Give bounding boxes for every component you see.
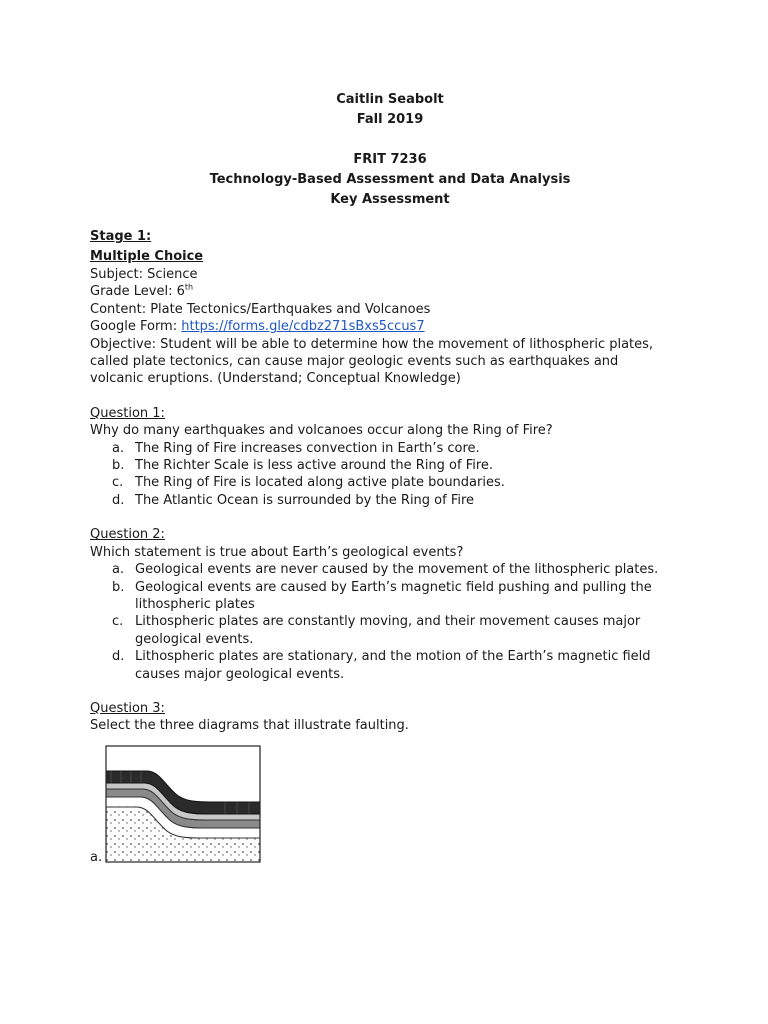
google-form-line (90, 318, 690, 335)
answer-option[interactable] (90, 440, 690, 457)
question-2-options (90, 561, 690, 683)
grade-line (90, 283, 690, 300)
document-page (90, 90, 690, 865)
option-text: The Ring of Fire increases convection in Earth’s core. (135, 440, 480, 456)
answer-option[interactable] (90, 457, 690, 474)
option-letter: b. (112, 579, 125, 595)
option-text: lithospheric plates (135, 596, 255, 612)
google-form-link[interactable]: https://forms.gle/cdbz271sBxs5ccus7 (181, 319, 425, 335)
course-title: Technology-Based Assessment and Data Analysis (209, 172, 571, 187)
option-text: The Atlantic Ocean is surrounded by the Ring of Fire (135, 492, 475, 508)
option-letter: c. (112, 475, 124, 491)
answer-option[interactable] (90, 579, 690, 614)
objective-line: called plate tectonics, can cause major geologic events such as earthquakes and (90, 354, 619, 370)
option-letter: c. (112, 614, 124, 630)
content-line: Content: Plate Tectonics/Earthquakes and Volcanoes (90, 301, 431, 317)
option-text: Geological events are caused by Earth’s magnetic field pushing and pulling the (135, 579, 652, 595)
document-title: Key Assessment (330, 192, 450, 207)
diagram-a-label: a. (90, 849, 103, 865)
question-1-heading: Question 1: (90, 405, 165, 421)
stage-label: Stage 1: (90, 229, 152, 244)
question-3-heading: Question 3: (90, 700, 165, 716)
option-letter: d. (112, 649, 125, 665)
answer-option[interactable] (90, 648, 690, 683)
question-2-prompt: Which statement is true about Earth’s geological events? (90, 544, 464, 560)
course-number: FRIT 7236 (353, 152, 427, 167)
grade-text: Grade Level: 6 (90, 284, 185, 300)
answer-option[interactable] (90, 492, 690, 509)
diagram-a[interactable] (90, 745, 690, 865)
answer-option[interactable] (90, 561, 690, 578)
option-text: Lithospheric plates are stationary, and the motion of the Earth’s magnetic field (135, 649, 651, 665)
question-1-prompt: Why do many earthquakes and volcanoes occur along the Ring of Fire? (90, 423, 553, 439)
option-text: Geological events are never caused by the movement of the lithospheric plates. (135, 562, 659, 578)
option-text: The Ring of Fire is located along active plate boundaries. (135, 475, 505, 491)
question-1-options (90, 440, 690, 510)
option-letter: a. (112, 440, 125, 456)
answer-option[interactable] (90, 474, 690, 491)
option-letter: b. (112, 458, 125, 474)
option-letter: a. (112, 562, 125, 578)
objective-line: Objective: Student will be able to determine how the movement of lithospheric plates, (90, 336, 654, 352)
fault-layers-diagram (105, 745, 261, 863)
answer-option[interactable] (90, 613, 690, 648)
term: Fall 2019 (356, 112, 424, 127)
option-text: Lithospheric plates are constantly moving, and their movement causes major (135, 614, 641, 630)
option-text: The Richter Scale is less active around the Ring of Fire. (135, 458, 494, 474)
question-3-prompt: Select the three diagrams that illustrate faulting. (90, 718, 409, 734)
option-text: geological events. (135, 631, 254, 647)
option-letter: d. (112, 492, 125, 508)
stage-type: Multiple Choice (90, 249, 204, 264)
author-name: Caitlin Seabolt (336, 92, 444, 107)
objective-line: volcanic eruptions. (Understand; Conceptual Knowledge) (90, 371, 461, 387)
google-form-label: Google Form: (90, 319, 182, 335)
question-2-heading: Question 2: (90, 527, 165, 543)
objective (90, 336, 690, 388)
option-text: causes major geological events. (135, 666, 345, 682)
subject-line: Subject: Science (90, 267, 198, 282)
grade-superscript: th (184, 283, 194, 293)
